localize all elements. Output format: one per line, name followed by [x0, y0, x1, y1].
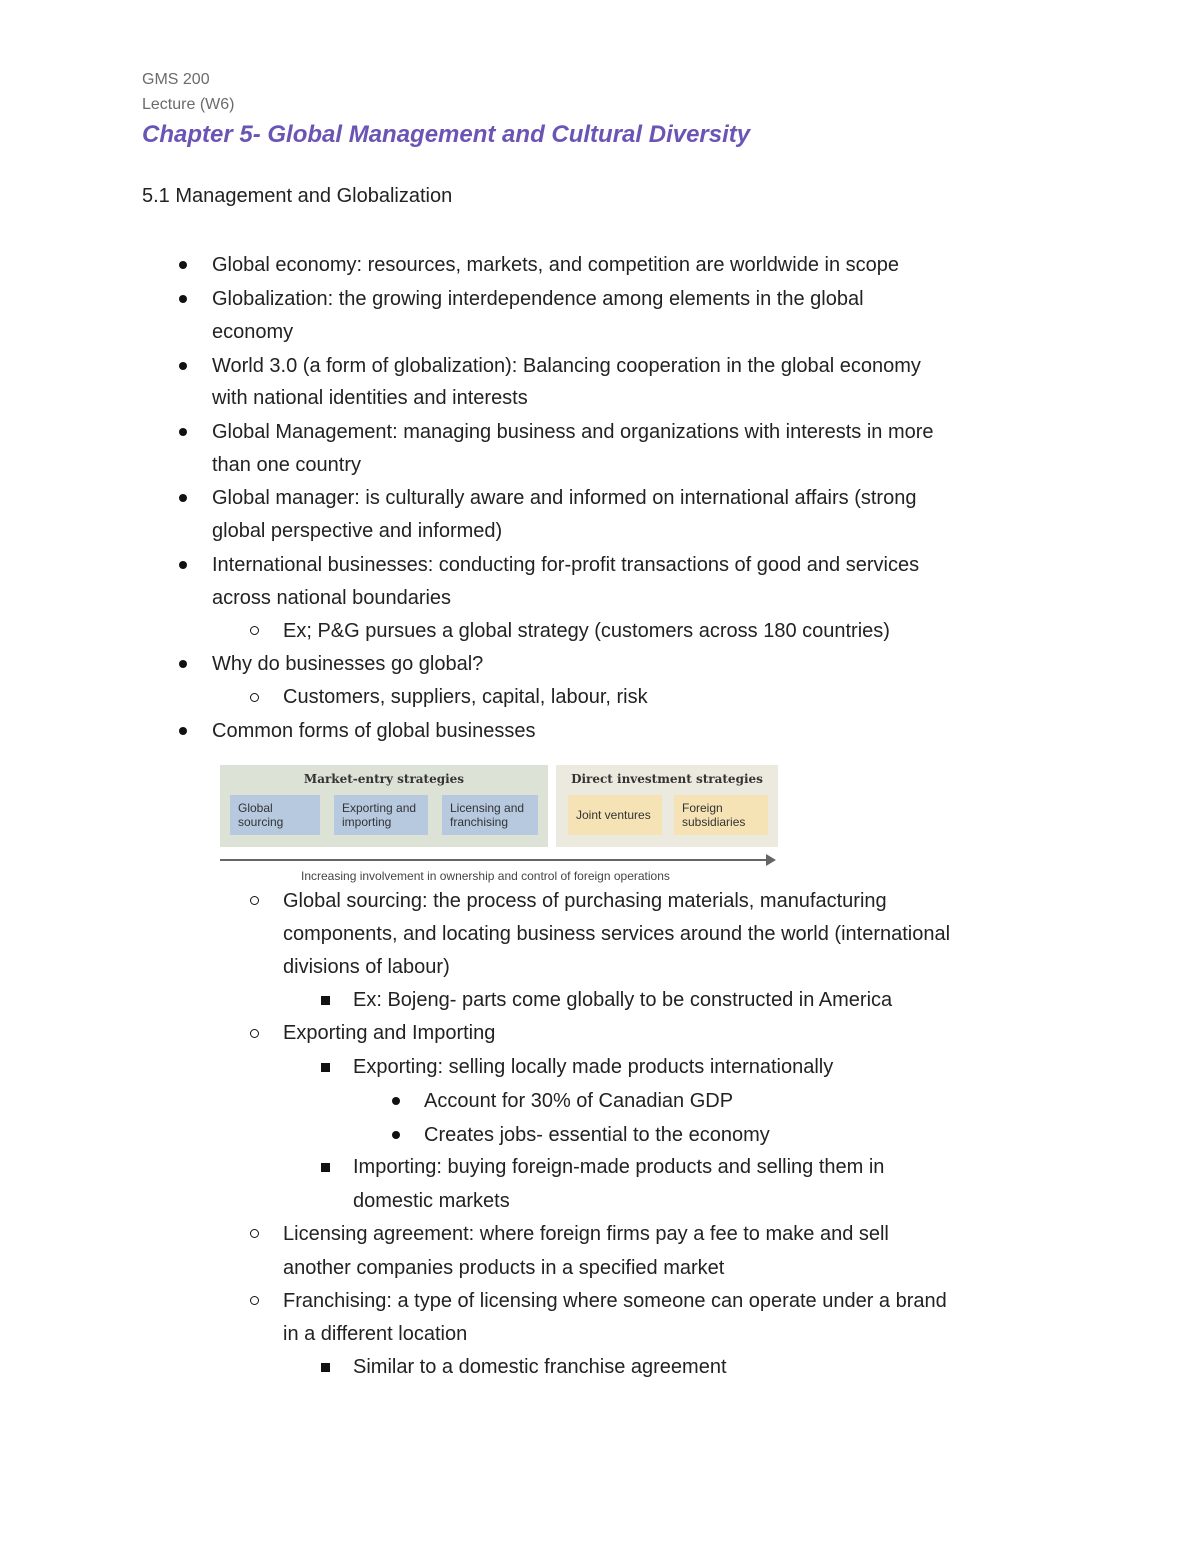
- bullet-icon: [179, 561, 187, 569]
- list-item: Global Management: managing business and organizations with interests in more: [212, 421, 934, 443]
- square-bullet-icon: [321, 1163, 330, 1172]
- list-item-continuation: with national identities and interests: [212, 387, 528, 409]
- chapter-title: Chapter 5- Global Management and Cultural Diversity: [142, 121, 751, 148]
- bullet-icon: [179, 660, 187, 668]
- list-item-continuation: global perspective and informed): [212, 520, 503, 542]
- bullet-icon: [179, 295, 187, 303]
- list-item: Importing: buying foreign-made products and selling them in: [353, 1156, 885, 1178]
- list-item: Global manager: is culturally aware and informed on international affairs (strong: [212, 487, 917, 509]
- involvement-arrow: [220, 859, 768, 861]
- strategy-box: [674, 795, 768, 835]
- list-item: World 3.0 (a form of globalization): Balancing cooperation in the global economy: [212, 355, 921, 377]
- box-label-line: sourcing: [238, 815, 284, 829]
- strategy-box: [442, 795, 538, 835]
- square-bullet-icon: [321, 1363, 330, 1372]
- list-item-continuation: divisions of labour): [283, 956, 450, 978]
- global-business-forms-figure: [220, 765, 780, 885]
- bullet-icon: [179, 428, 187, 436]
- box-label-line: Joint ventures: [576, 808, 651, 822]
- section-heading: 5.1 Management and Globalization: [142, 185, 453, 207]
- box-label-line: importing: [342, 815, 392, 829]
- hollow-bullet-icon: [250, 896, 259, 905]
- hollow-bullet-icon: [250, 693, 259, 702]
- list-item: Similar to a domestic franchise agreement: [353, 1356, 727, 1378]
- direct-investment-panel: [556, 765, 778, 847]
- list-item: Ex: Bojeng- parts come globally to be constructed in America: [353, 989, 893, 1011]
- list-item: Exporting and Importing: [283, 1022, 496, 1044]
- list-item: Franchising: a type of licensing where someone can operate under a brand: [283, 1290, 947, 1312]
- list-item: Why do businesses go global?: [212, 653, 484, 675]
- list-item: International businesses: conducting for-profit transactions of good and services: [212, 554, 920, 576]
- market-entry-panel: [220, 765, 548, 847]
- box-label-line: Foreign: [682, 801, 723, 815]
- lecture-label: Lecture (W6): [142, 96, 235, 113]
- hollow-bullet-icon: [250, 1296, 259, 1305]
- panel-title: Market-entry strategies: [303, 772, 465, 786]
- bullet-icon: [179, 261, 187, 269]
- box-label-line: Exporting and: [342, 801, 417, 815]
- strategy-box: [230, 795, 320, 835]
- list-item: Customers, suppliers, capital, labour, risk: [283, 686, 648, 708]
- bullet-icon: [392, 1131, 400, 1139]
- hollow-bullet-icon: [250, 1229, 259, 1238]
- list-item: Licensing agreement: where foreign firms pay a fee to make and sell: [283, 1223, 889, 1245]
- list-item-continuation: components, and locating business services around the world (international: [283, 923, 951, 945]
- list-item-continuation: in a different location: [283, 1323, 468, 1345]
- list-item: Global economy: resources, markets, and competition are worldwide in scope: [212, 254, 899, 276]
- box-label-line: franchising: [450, 815, 509, 829]
- bullet-icon: [179, 494, 187, 502]
- bullet-icon: [179, 362, 187, 370]
- hollow-bullet-icon: [250, 626, 259, 635]
- list-item: Globalization: the growing interdependence among elements in the global: [212, 288, 864, 310]
- list-item-continuation: economy: [212, 321, 294, 343]
- box-label-line: subsidiaries: [682, 815, 746, 829]
- list-item: Common forms of global businesses: [212, 720, 536, 742]
- strategy-box: [568, 795, 662, 835]
- list-item-continuation: than one country: [212, 454, 361, 476]
- arrow-caption: Increasing involvement in ownership and control of foreign operations: [301, 869, 670, 883]
- list-item-continuation: domestic markets: [353, 1190, 510, 1212]
- list-item: Ex; P&G pursues a global strategy (customers across 180 countries): [283, 620, 890, 642]
- box-label-line: Global: [238, 801, 273, 815]
- strategy-box: [334, 795, 428, 835]
- square-bullet-icon: [321, 996, 330, 1005]
- list-item-continuation: across national boundaries: [212, 587, 452, 609]
- list-item-continuation: another companies products in a specified market: [283, 1257, 725, 1279]
- list-item: Account for 30% of Canadian GDP: [424, 1090, 734, 1112]
- arrow-head-icon: [766, 854, 776, 866]
- panel-title: Direct investment strategies: [571, 772, 763, 786]
- hollow-bullet-icon: [250, 1029, 259, 1038]
- list-item: Creates jobs- essential to the economy: [424, 1124, 770, 1146]
- square-bullet-icon: [321, 1063, 330, 1072]
- course-code: GMS 200: [142, 71, 210, 88]
- bullet-icon: [392, 1097, 400, 1105]
- list-item: Exporting: selling locally made products internationally: [353, 1056, 834, 1078]
- list-item: Global sourcing: the process of purchasing materials, manufacturing: [283, 890, 887, 912]
- box-label-line: Licensing and: [450, 801, 525, 815]
- bullet-icon: [179, 727, 187, 735]
